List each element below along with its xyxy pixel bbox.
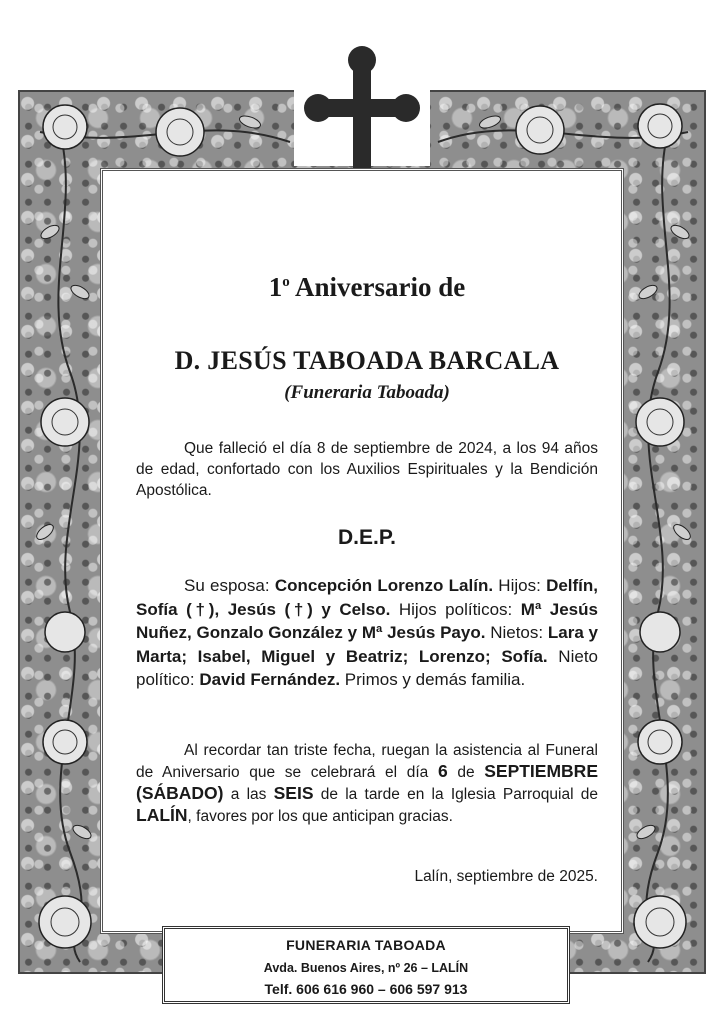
subtitle: (Funeraria Taboada) <box>284 382 450 403</box>
page-title: 1$^o$ Aniversario de <box>268 272 466 302</box>
footer-address: Avda. Buenos Aires, nº 26 – LALÍN <box>263 961 469 975</box>
footer-box <box>162 926 570 1004</box>
signoff: Lalín, septiembre de 2025. <box>414 868 598 885</box>
footer-company: FUNERARIA TABOADA <box>286 937 446 953</box>
footer-phones: Telf. 606 616 960 – 606 597 913 <box>264 981 468 997</box>
dep-heading: D.E.P. <box>338 526 396 549</box>
invitation-paragraph: Al recordar tan triste fecha, ruegan la asistencia al Funeral de Aniversario que se celebrará el día 6 de SEPTIEMBRE (SÁBADO) a las SEIS de la tarde en la Iglesia Parroquial de LALÍN, favores por los que anticipan gracias. <box>136 742 598 825</box>
family-paragraph: Su esposa: Concepción Lorenzo Lalín. Hijos: Delfín, Sofía (†), Jesús (†) y Celso. Hijos políticos: Mª Jesús Nuñez, Gonzalo González y Mª Jesús Payo. Nietos: Lara y Marta; Isabel, Miguel y Beatriz; Lorenzo; Sofía. Nieto político: David Fernández. Primos y demás familia. <box>136 576 599 689</box>
deceased-name: D. JESÚS TABOADA BARCALA <box>174 346 560 375</box>
intro-paragraph: Que falleció el día 8 de septiembre de 2024, a los 94 años de edad, confortado con los Auxilios Espirituales y la Bendición Apostólica. <box>136 440 598 499</box>
